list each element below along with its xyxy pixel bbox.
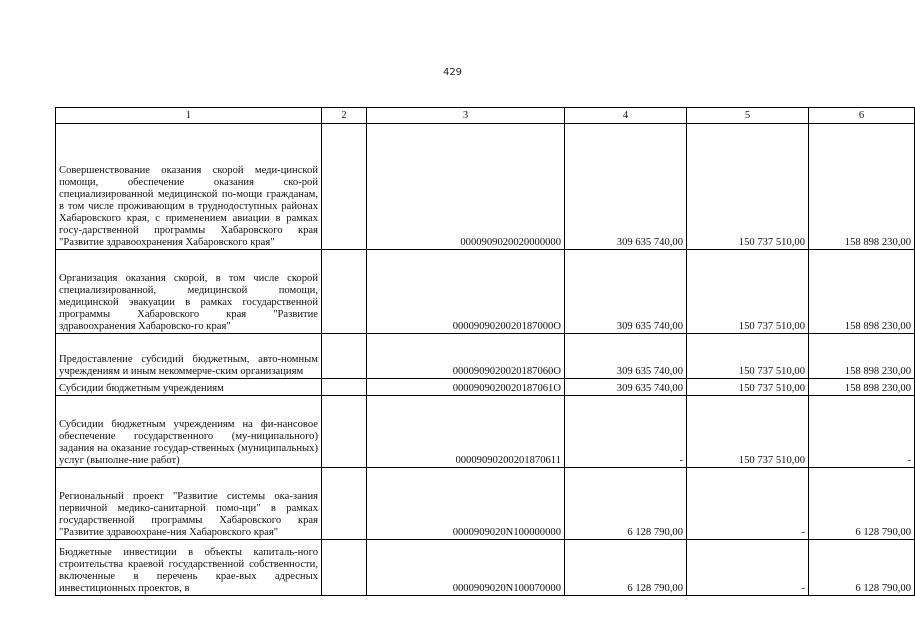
row-code: 0000909020020187060О: [367, 334, 565, 379]
row-value-4: 6 128 790,00: [565, 540, 687, 596]
row-code: 0000909020020000000: [367, 124, 565, 250]
row-value-4: 309 635 740,00: [565, 250, 687, 334]
row-name: Совершенствование оказания скорой меди-цинской помощи, обеспечение оказания ско-рой специализированной медицинской по-мощи гражданам, в том числе проживающим в труднодоступных районах Хабаровского края, с применением авиации в рамках госу-дарственной программы Хабаровского края "Развитие здравоохранения Хабаровского края": [56, 124, 322, 250]
row-name: Бюджетные инвестиции в объекты капиталь-ного строительства краевой государственной собственности, включенные в перечень крае-вых адресных инвестиционных проектов, в: [56, 540, 322, 596]
row-value-5: -: [687, 540, 809, 596]
row-name: Субсидии бюджетным учреждениям на фи-нансовое обеспечение государственного (му-ниципального) задания на оказание государ-ственных (муниципальных) услуг (выполне-ние работ): [56, 396, 322, 468]
row-col2: [322, 540, 367, 596]
table-row: [56, 250, 915, 334]
row-code: 0000909020020187061О: [367, 379, 565, 396]
row-value-6: 6 128 790,00: [809, 468, 915, 540]
row-code: 0000909020N100070000: [367, 540, 565, 596]
row-value-6: -: [809, 396, 915, 468]
row-name: Региональный проект "Развитие системы ока-зания первичной медико-санитарной помо-щи" в рамках государственной программы Хабаровского края "Развитие здравоохране-ния Хабаровского края": [56, 468, 322, 540]
header-col-1: 1: [56, 108, 322, 124]
row-col2: [322, 334, 367, 379]
table-row: [56, 379, 915, 396]
row-value-4: 309 635 740,00: [565, 334, 687, 379]
header-col-4: 4: [565, 108, 687, 124]
row-value-6: 158 898 230,00: [809, 124, 915, 250]
table-row: [56, 334, 915, 379]
row-name: Предоставление субсидий бюджетным, авто-номным учреждениям и иным некоммерче-ским организациям: [56, 334, 322, 379]
row-col2: [322, 468, 367, 540]
row-value-6: 158 898 230,00: [809, 334, 915, 379]
row-value-5: 150 737 510,00: [687, 396, 809, 468]
header-col-5: 5: [687, 108, 809, 124]
page-number: 429: [442, 67, 463, 78]
row-value-6: 158 898 230,00: [809, 379, 915, 396]
row-value-5: 150 737 510,00: [687, 334, 809, 379]
row-col2: [322, 379, 367, 396]
row-value-4: 309 635 740,00: [565, 379, 687, 396]
row-value-4: 6 128 790,00: [565, 468, 687, 540]
row-value-5: -: [687, 468, 809, 540]
row-value-6: 6 128 790,00: [809, 540, 915, 596]
row-col2: [322, 250, 367, 334]
row-name: Организация оказания скорой, в том числе скорой специализированной, медицинской помощи, медицинской эвакуации в рамках государственной программы Хабаровского края "Развитие здравоохранения Хабаровско-го края": [56, 250, 322, 334]
budget-table: [55, 107, 915, 596]
row-code: 00009090200201870611: [367, 396, 565, 468]
row-code: 0000909020020187000О: [367, 250, 565, 334]
header-row: [56, 108, 915, 124]
table-row: [56, 540, 915, 596]
table-row: [56, 468, 915, 540]
row-code: 0000909020N100000000: [367, 468, 565, 540]
row-value-5: 150 737 510,00: [687, 379, 809, 396]
row-value-6: 158 898 230,00: [809, 250, 915, 334]
table-row: [56, 124, 915, 250]
header-col-6: 6: [809, 108, 915, 124]
row-name: Субсидии бюджетным учреждениям: [56, 379, 322, 396]
row-col2: [322, 124, 367, 250]
row-value-4: -: [565, 396, 687, 468]
row-value-5: 150 737 510,00: [687, 250, 809, 334]
header-col-3: 3: [367, 108, 565, 124]
row-value-5: 150 737 510,00: [687, 124, 809, 250]
header-col-2: 2: [322, 108, 367, 124]
table-row: [56, 396, 915, 468]
row-value-4: 309 635 740,00: [565, 124, 687, 250]
row-col2: [322, 396, 367, 468]
